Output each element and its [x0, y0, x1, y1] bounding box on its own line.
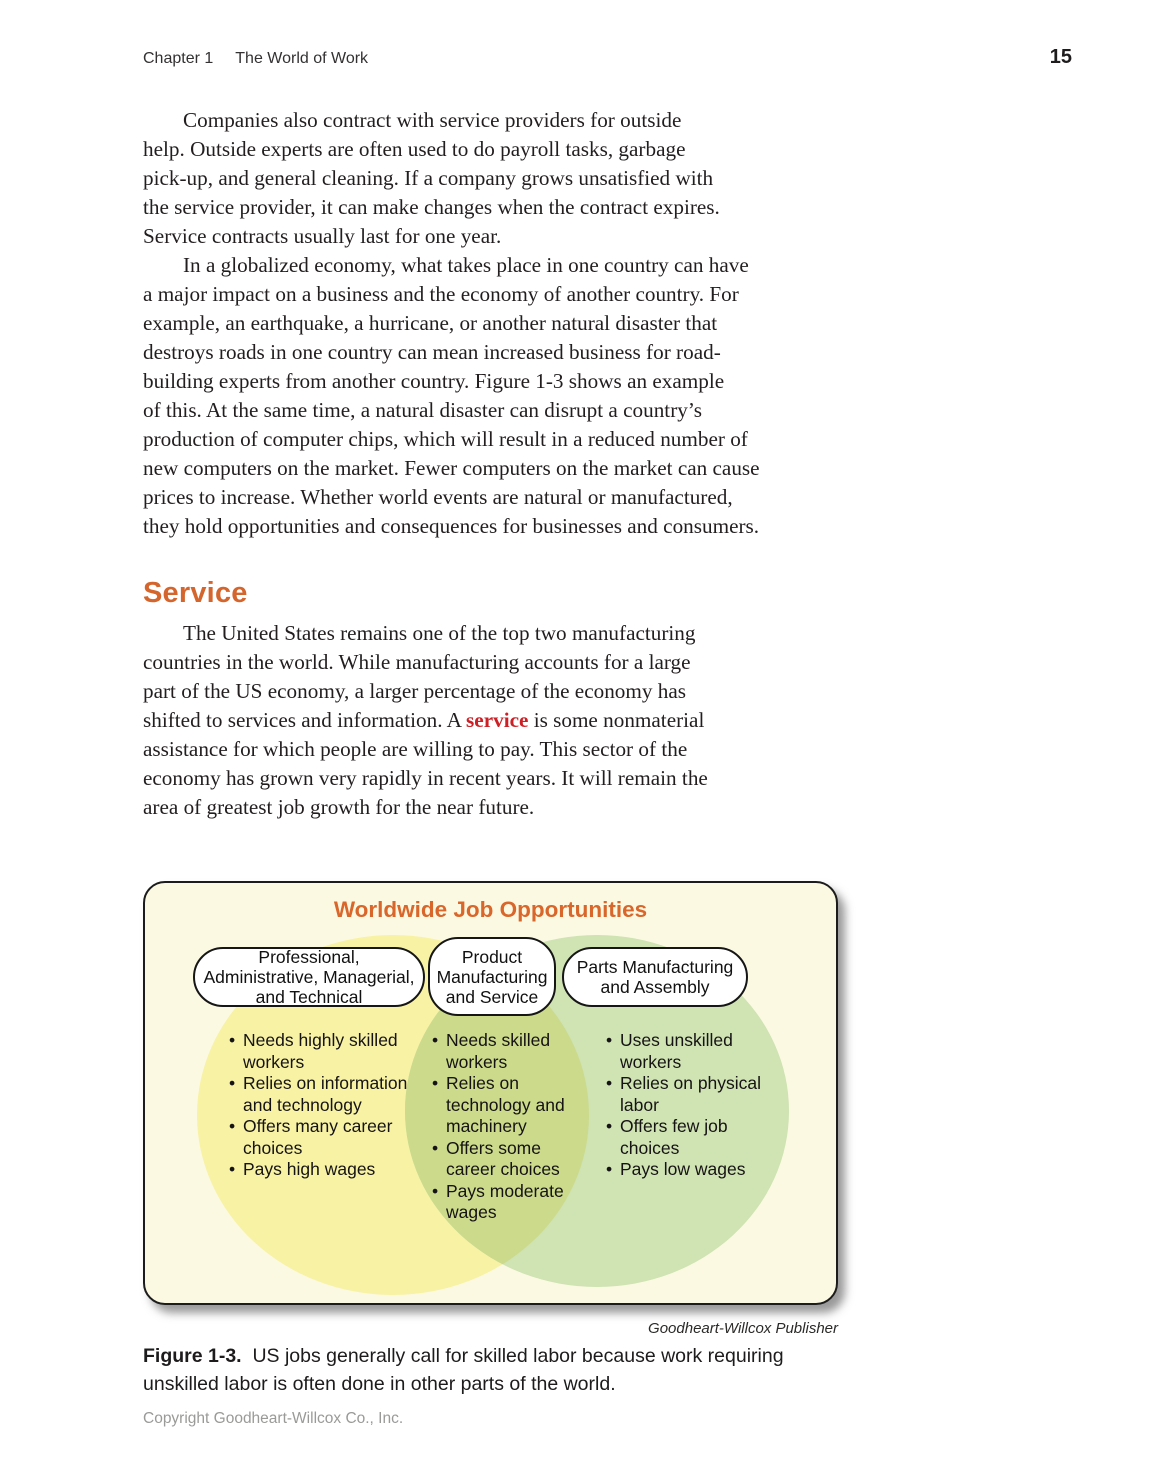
text-line: economy has grown very rapidly in recent years. It will remain the [143, 766, 708, 790]
list-item: • Needs skilled workers [432, 1030, 570, 1073]
text-after-keyword: is some nonmaterial [528, 708, 705, 732]
list-item: • Uses unskilled workers [606, 1030, 778, 1073]
list-item: • Relies on information and technology [229, 1073, 441, 1116]
caption-text: US jobs generally call for skilled labor because work requiring [252, 1345, 784, 1367]
text-line: Service contracts usually last for one year. [143, 224, 502, 248]
venn-list-professional [229, 1030, 441, 1181]
list-item: • Offers many career choices [229, 1116, 441, 1159]
figure-caption-label: Figure 1-3. [143, 1345, 242, 1367]
text-line: example, an earthquake, a hurricane, or another natural disaster that [143, 311, 718, 335]
text-line: area of greatest job growth for the near future. [143, 795, 535, 819]
list-item: • Pays low wages [606, 1159, 778, 1181]
service-paragraph [143, 619, 851, 822]
text-line: of this. At the same time, a natural disaster can disrupt a country’s [143, 398, 702, 422]
text-line: new computers on the market. Fewer computers on the market can cause [143, 456, 760, 480]
figure-panel [143, 881, 838, 1305]
venn-label-professional: Professional, Administrative, Managerial, and Technical [193, 947, 425, 1007]
list-item: • Offers some career choices [432, 1138, 570, 1181]
text-line: pick-up, and general cleaning. If a company grows unsatisfied with [143, 166, 714, 190]
text-line: In a globalized economy, what takes place in one country can have [183, 253, 749, 277]
list-item: • Offers few job choices [606, 1116, 778, 1159]
text-line: they hold opportunities and consequences for businesses and consumers. [143, 514, 760, 538]
text-line-with-keyword [143, 706, 851, 735]
text-line: The United States remains one of the top two manufacturing [183, 621, 696, 645]
text-line: prices to increase. Whether world events are natural or manufactured, [143, 485, 733, 509]
text-line: the service provider, it can make changes when the contract expires. [143, 195, 720, 219]
text-line: a major impact on a business and the economy of another country. For [143, 282, 739, 306]
venn-list-product-manufacturing [432, 1030, 570, 1224]
chapter-title: The World of Work [235, 50, 369, 67]
copyright-notice: Copyright Goodheart-Willcox Co., Inc. [143, 1410, 404, 1427]
text-line: Companies also contract with service providers for outside [183, 108, 682, 132]
caption-line [143, 1342, 858, 1370]
figure-title: Worldwide Job Opportunities [333, 897, 648, 922]
section-heading-service: Service [143, 577, 248, 609]
body-paragraphs [143, 106, 851, 541]
text-line: building experts from another country. Figure 1-3 shows an example [143, 369, 725, 393]
figure-caption [143, 1342, 858, 1398]
list-item: • Pays moderate wages [432, 1181, 570, 1224]
venn-label-product-manufacturing: Product Manufacturing and Service [428, 937, 556, 1016]
keyword-service: service [466, 708, 529, 732]
page-header [143, 46, 1072, 69]
text-line: destroys roads in one country can mean increased business for road- [143, 340, 721, 364]
text-before-keyword: shifted to services and information. A [143, 708, 467, 732]
list-item: • Needs highly skilled workers [229, 1030, 441, 1073]
text-line: help. Outside experts are often used to do payroll tasks, garbage [143, 137, 686, 161]
venn-list-parts-manufacturing [606, 1030, 778, 1181]
text-line: assistance for which people are willing to pay. This sector of the [143, 737, 688, 761]
list-item: • Relies on technology and machinery [432, 1073, 570, 1138]
venn-label-parts-manufacturing: Parts Manufacturing and Assembly [562, 947, 748, 1007]
list-item: • Relies on physical labor [606, 1073, 778, 1116]
text-line: part of the US economy, a larger percentage of the economy has [143, 679, 687, 703]
figure-credit: Goodheart-Willcox Publisher [648, 1320, 838, 1337]
page-number: 15 [1049, 46, 1072, 68]
list-item: • Pays high wages [229, 1159, 441, 1181]
running-head [143, 50, 368, 68]
caption-line: unskilled labor is often done in other parts of the world. [143, 1373, 616, 1395]
text-line: countries in the world. While manufacturing accounts for a large [143, 650, 691, 674]
chapter-label: Chapter 1 [143, 50, 214, 67]
text-line: production of computer chips, which will result in a reduced number of [143, 427, 748, 451]
